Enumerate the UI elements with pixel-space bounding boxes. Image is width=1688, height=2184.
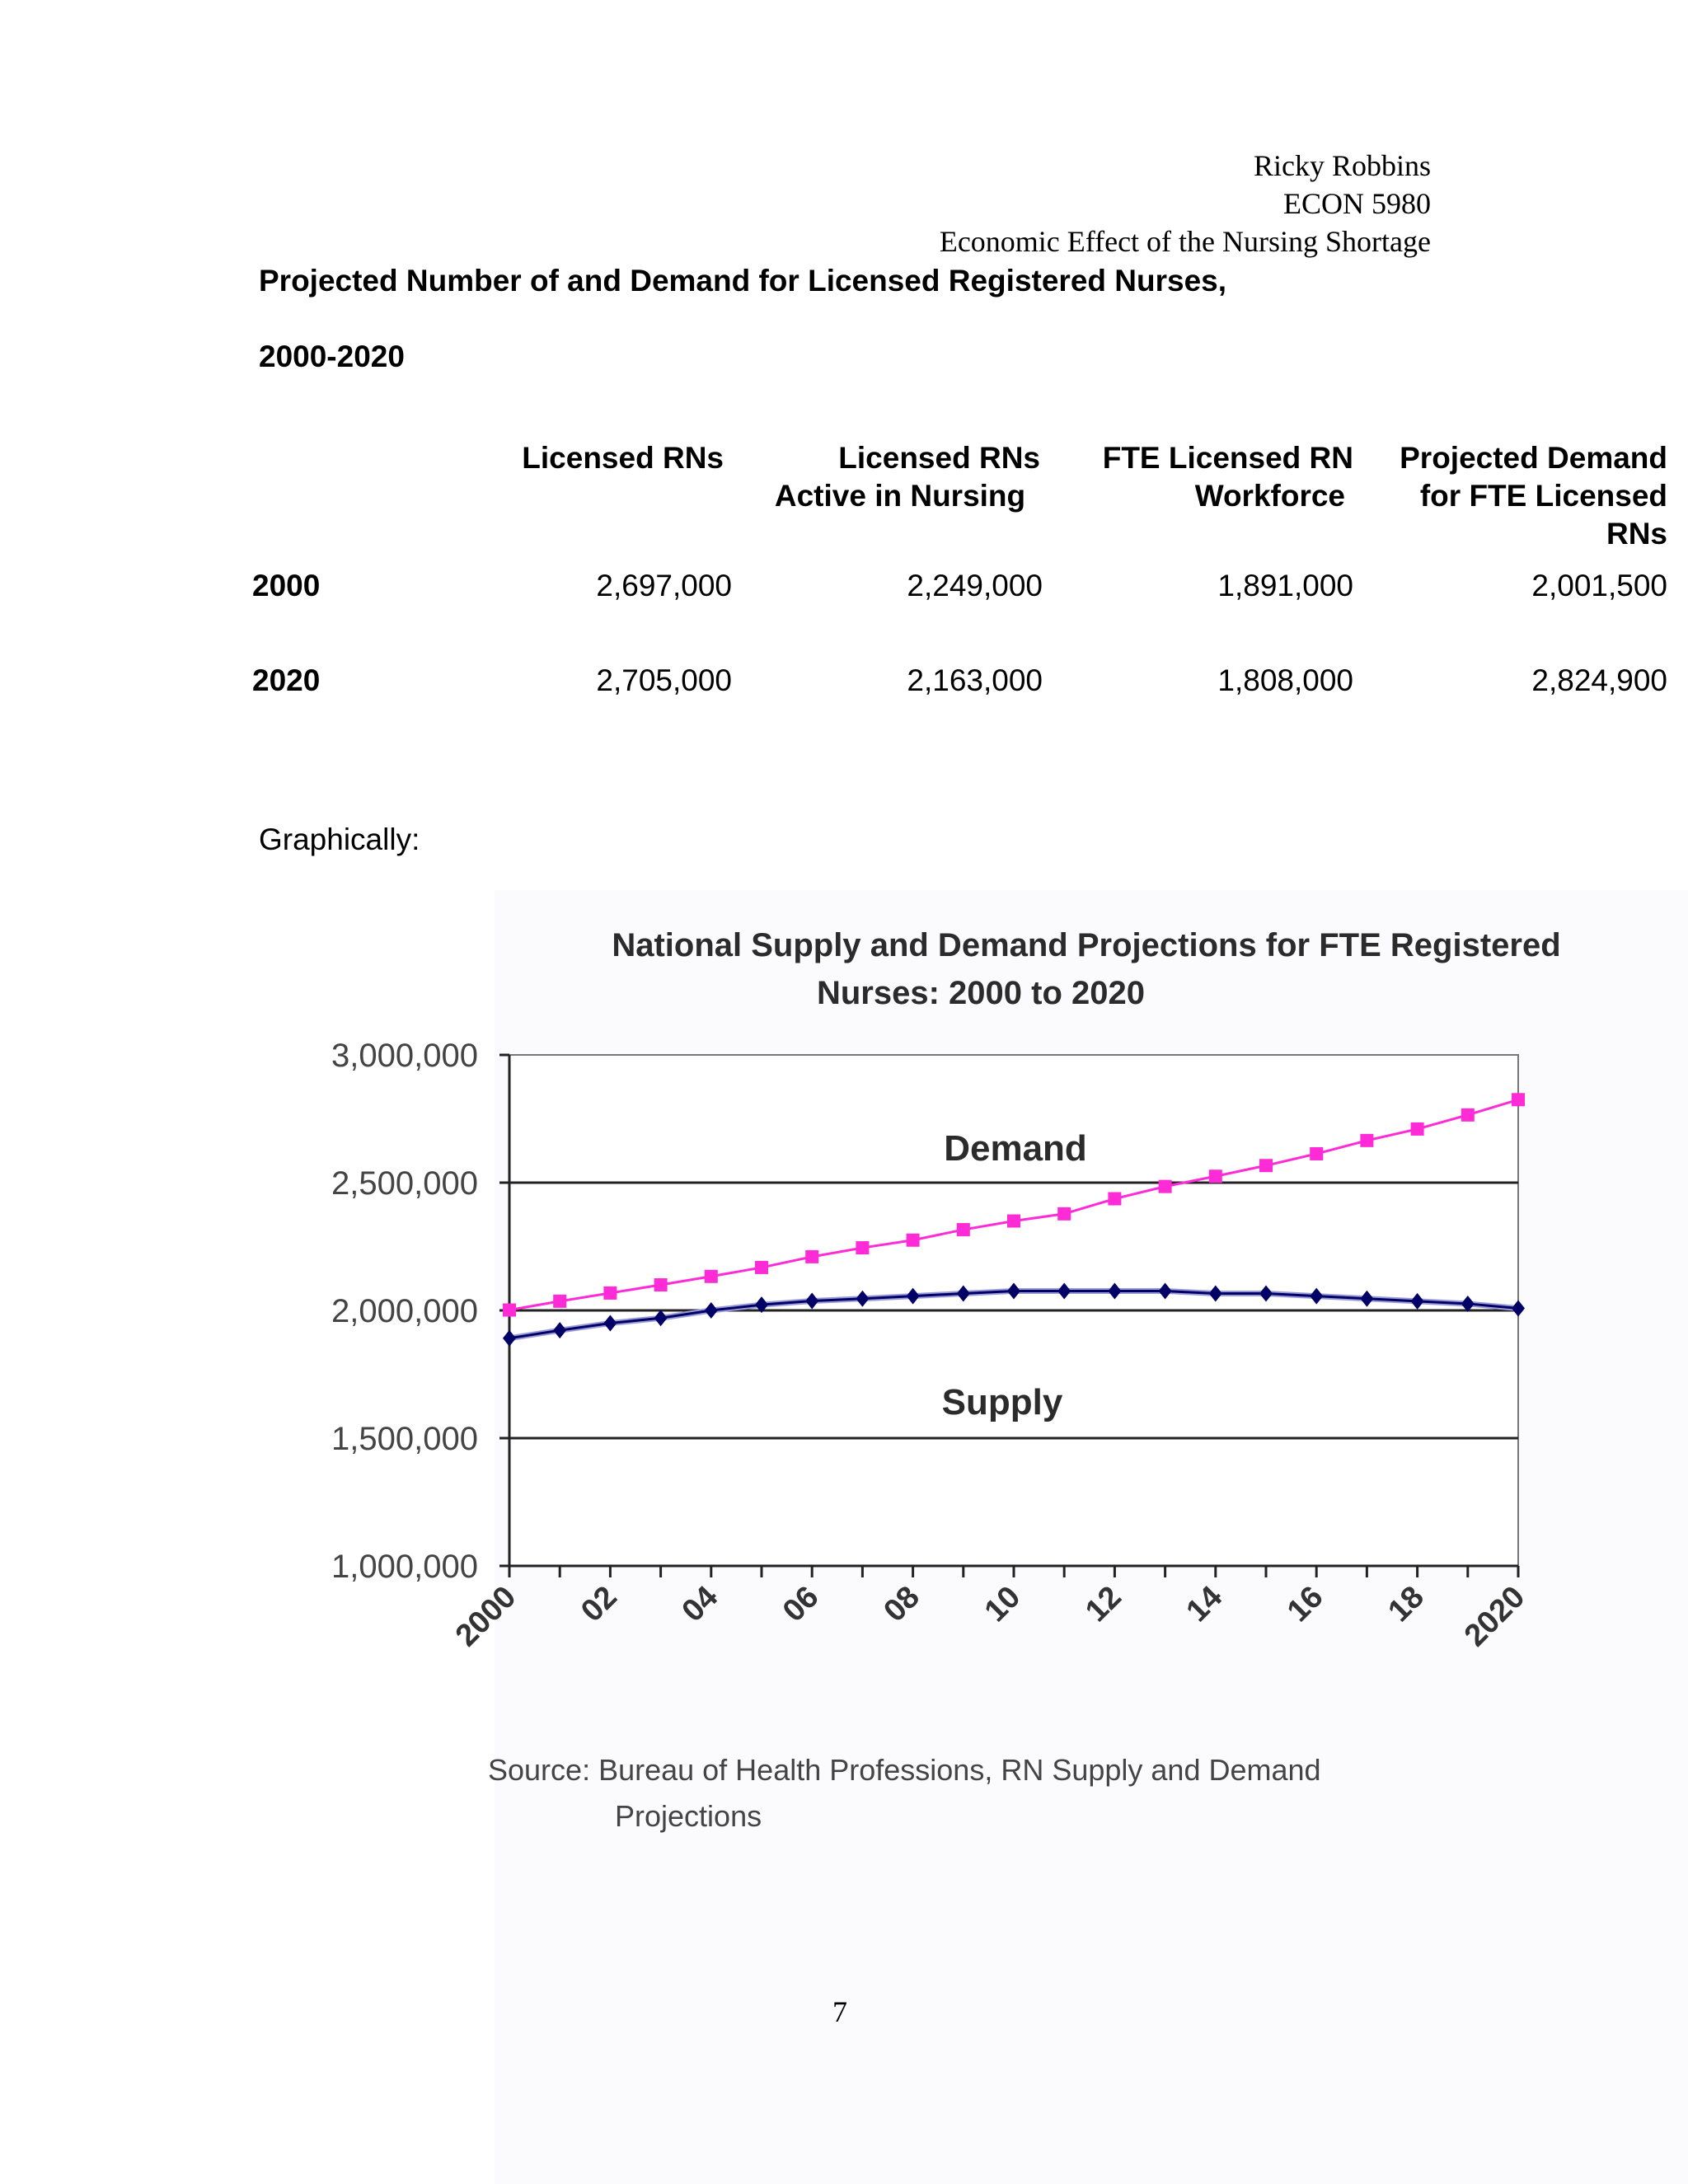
table-cell: 2,001,500 [1531, 569, 1667, 602]
col-header-line: RNs [1606, 517, 1667, 551]
demand-annotation: Demand [944, 1128, 1087, 1169]
table-cell: 2,249,000 [907, 569, 1043, 602]
course-number: ECON 5980 [1283, 187, 1431, 220]
author-name: Ricky Robbins [1253, 149, 1431, 182]
data-point-demand [907, 1234, 920, 1247]
data-point-demand [856, 1241, 869, 1254]
col-header-line: Workforce [1194, 479, 1345, 513]
y-tick-label: 1,000,000 [331, 1549, 478, 1585]
x-tick-label: 2020 [1457, 1579, 1532, 1654]
table-subtitle: 2000-2020 [259, 340, 405, 373]
data-point-demand [1057, 1207, 1071, 1221]
table-cell: 2,705,000 [596, 663, 732, 697]
paper-title: Economic Effect of the Nursing Shortage [939, 225, 1431, 258]
data-point-demand [654, 1278, 668, 1291]
y-tick-label: 2,000,000 [331, 1293, 478, 1329]
table-title: Projected Number of and Demand for Licensed Registered Nurses, [259, 264, 1227, 298]
col-header-line: Active in Nursing [774, 479, 1026, 513]
data-point-demand [553, 1295, 566, 1308]
col-header-line: Licensed RNs [522, 441, 724, 475]
chart-title-line: Nurses: 2000 to 2020 [816, 975, 1146, 1011]
table-cell: 2,824,900 [1531, 663, 1667, 697]
data-point-demand [1461, 1108, 1475, 1122]
chart-source-line: Projections [615, 1799, 762, 1833]
col-header-line: Licensed RNs [838, 441, 1040, 475]
x-tick-label: 10 [978, 1579, 1028, 1629]
data-point-demand [1411, 1122, 1424, 1136]
col-header-line: for FTE Licensed [1419, 479, 1667, 513]
data-point-demand [503, 1304, 516, 1317]
chart-source-line: Source: Bureau of Health Professions, RN Supply and Demand [488, 1753, 1321, 1787]
data-point-demand [1512, 1093, 1525, 1106]
y-tick-label: 2,500,000 [331, 1165, 478, 1202]
x-tick-label: 16 [1280, 1579, 1330, 1629]
data-point-demand [1209, 1169, 1222, 1183]
chart-title-line: National Supply and Demand Projections for FTE Registered [612, 927, 1561, 963]
data-point-demand [1108, 1193, 1121, 1206]
data-point-demand [1159, 1180, 1172, 1193]
data-point-demand [1259, 1159, 1273, 1172]
data-point-demand [705, 1270, 718, 1283]
y-tick-label: 1,500,000 [331, 1421, 478, 1457]
data-point-demand [603, 1286, 617, 1300]
data-point-demand [1360, 1134, 1373, 1147]
table-cell: 1,891,000 [1217, 569, 1353, 602]
row-label-year: 2020 [252, 663, 321, 697]
table-cell: 2,697,000 [596, 569, 732, 602]
y-tick-label: 3,000,000 [331, 1038, 478, 1074]
data-point-demand [957, 1223, 970, 1236]
x-tick-label: 18 [1381, 1579, 1431, 1629]
x-tick-label: 12 [1079, 1579, 1128, 1629]
x-tick-label: 06 [776, 1579, 826, 1629]
x-tick-label: 14 [1179, 1579, 1230, 1629]
col-header-line: Projected Demand [1400, 441, 1667, 475]
page-number: 7 [832, 1995, 847, 2028]
data-point-demand [755, 1261, 768, 1274]
x-tick-label: 08 [877, 1579, 926, 1629]
x-tick-label: 04 [675, 1579, 725, 1629]
x-tick-label: 2000 [448, 1579, 523, 1654]
row-label-year: 2000 [252, 569, 321, 602]
data-point-demand [1310, 1147, 1323, 1160]
data-point-demand [805, 1250, 818, 1263]
graph-intro-text: Graphically: [259, 823, 420, 856]
supply-annotation: Supply [941, 1382, 1063, 1422]
data-point-demand [1007, 1215, 1020, 1228]
col-header-line: FTE Licensed RN [1102, 441, 1353, 475]
x-tick-label: 02 [574, 1579, 624, 1629]
table-cell: 1,808,000 [1217, 663, 1353, 697]
table-cell: 2,163,000 [907, 663, 1043, 697]
